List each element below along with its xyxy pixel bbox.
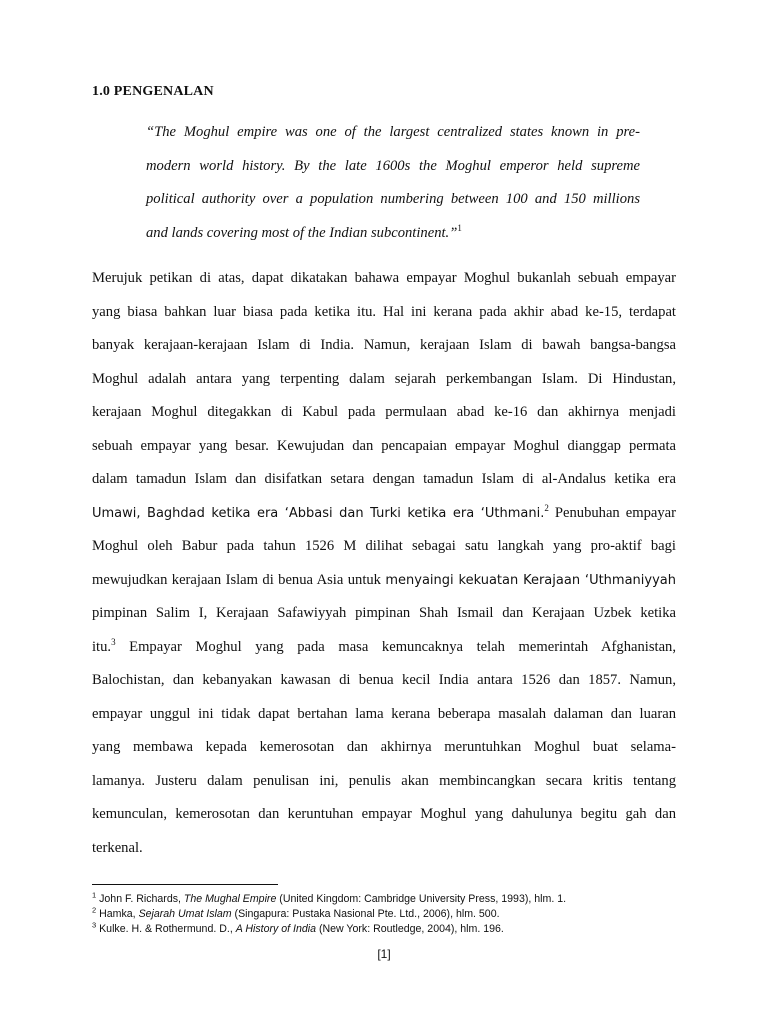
footnote-text: (United Kingdom: Cambridge University Press, 1993), hlm. 1. [276,893,567,905]
footnote-text: Hamka, [96,908,139,920]
paragraph-line: dalam tamadun Islam dan disifatkan setara dengan tamadun Islam di al-Andalus ketika era [92,471,676,487]
line-segment: mewujudkan kerajaan Islam di benua Asia untuk [92,571,386,588]
footnote-item [92,907,692,922]
paragraph-line: lamanya. Justeru dalam penulisan ini, penulis akan membincangkan secara kritis tentang [92,772,676,789]
footnote-number: 3 [92,920,97,930]
body-paragraph [92,262,676,865]
paragraph-line: yang membawa kepada kemerosotan dan akhirnya meruntuhkan Moghul buat selama- [92,739,676,755]
footnote-text: Kulke. H. & Rothermund. D., [96,923,236,935]
quote-line: “The Moghul empire was one of the largest centralized states known in pre- [146,124,640,140]
footnote-text: John F. Richards, [96,893,184,905]
footnote-number: 2 [92,905,97,915]
paragraph-line: sebuah empayar yang besar. Kewujudan dan pencapaian empayar Moghul dianggap permata [92,437,676,454]
block-quote [146,116,640,250]
footnote-text: (New York: Routledge, 2004), hlm. 196. [316,923,504,935]
quote-line: modern world history. By the late 1600s the Moghul emperor held supreme [146,157,640,174]
paragraph-line: yang biasa bahkan luar biasa pada ketika itu. Hal ini kerana pada akhir abad ke-15, terdapat [92,303,676,320]
line-segment-sans: menyaingi kekuatan Kerajaan ‘Uthmaniyyah [385,572,676,588]
paragraph-line [92,564,676,598]
section-heading: 1.0 PENGENALAN [92,84,214,99]
paragraph-line: Merujuk petikan di atas, dapat dikatakan bahawa empayar Moghul bukanlah sebuah empayar [92,270,676,286]
line-segment-sans: Umawi, Baghdad ketika era ‘Abbasi dan Turki ketika era ‘Uthmani. [92,505,545,521]
footnote-divider [92,884,278,885]
paragraph-line: pimpinan Salim I, Kerajaan Safawiyyah pimpinan Shah Ismail dan Kerajaan Uzbek ketika [92,605,676,621]
line-segment: Empayar Moghul yang pada masa kemuncaknya telah memerintah Afghanistan, [115,638,676,655]
paragraph-line-last: terkenal. [92,839,143,856]
paragraph-line: kemunculan, kemerosotan dan keruntuhan empayar Moghul yang dahulunya begitu gah dan [92,806,676,822]
quote-line-last [146,217,640,251]
footnote-item [92,892,692,907]
footnote-ref-3: 3 [111,636,116,647]
footnote-ref-2: 2 [544,502,549,513]
footnote-item [92,922,692,937]
line-segment: itu. [92,638,112,655]
paragraph-line: Moghul oleh Babur pada tahun 1526 M dilihat sebagai satu langkah yang pro-aktif bagi [92,538,676,554]
page-number: [1] [377,947,391,961]
quote-line-text: and lands covering most of the Indian subcontinent.” [146,224,458,241]
paragraph-line: Moghul adalah antara yang terpenting dalam sejarah perkembangan Islam. Di Hindustan, [92,370,676,387]
footnote-number: 1 [92,890,97,900]
paragraph-line [92,497,676,531]
quote-line: political authority over a population numbering between 100 and 150 millions [146,191,640,207]
footnote-title: The Mughal Empire [183,893,277,905]
line-segment: Penubuhan empayar [548,504,676,521]
footnotes [92,892,692,937]
paragraph-line [92,631,676,665]
footnote-text: (Singapura: Pustaka Nasional Pte. Ltd., 2006), hlm. 500. [231,908,500,920]
paragraph-line: kerajaan Moghul ditegakkan di Kabul pada permulaan abad ke-16 dan akhirnya menjadi [92,404,676,420]
footnote-title: Sejarah Umat Islam [138,908,232,920]
footnote-title: A History of India [235,923,316,935]
footnote-ref-1: 1 [457,222,462,233]
paragraph-line: Balochistan, dan kebanyakan kawasan di benua kecil India antara 1526 dan 1857. Namun, [92,672,676,688]
paragraph-line: empayar unggul ini tidak dapat bertahan lama kerana beberapa masalah dalaman dan luaran [92,705,676,722]
paragraph-line: banyak kerajaan-kerajaan Islam di India. Namun, kerajaan Islam di bawah bangsa-bangsa [92,337,676,353]
